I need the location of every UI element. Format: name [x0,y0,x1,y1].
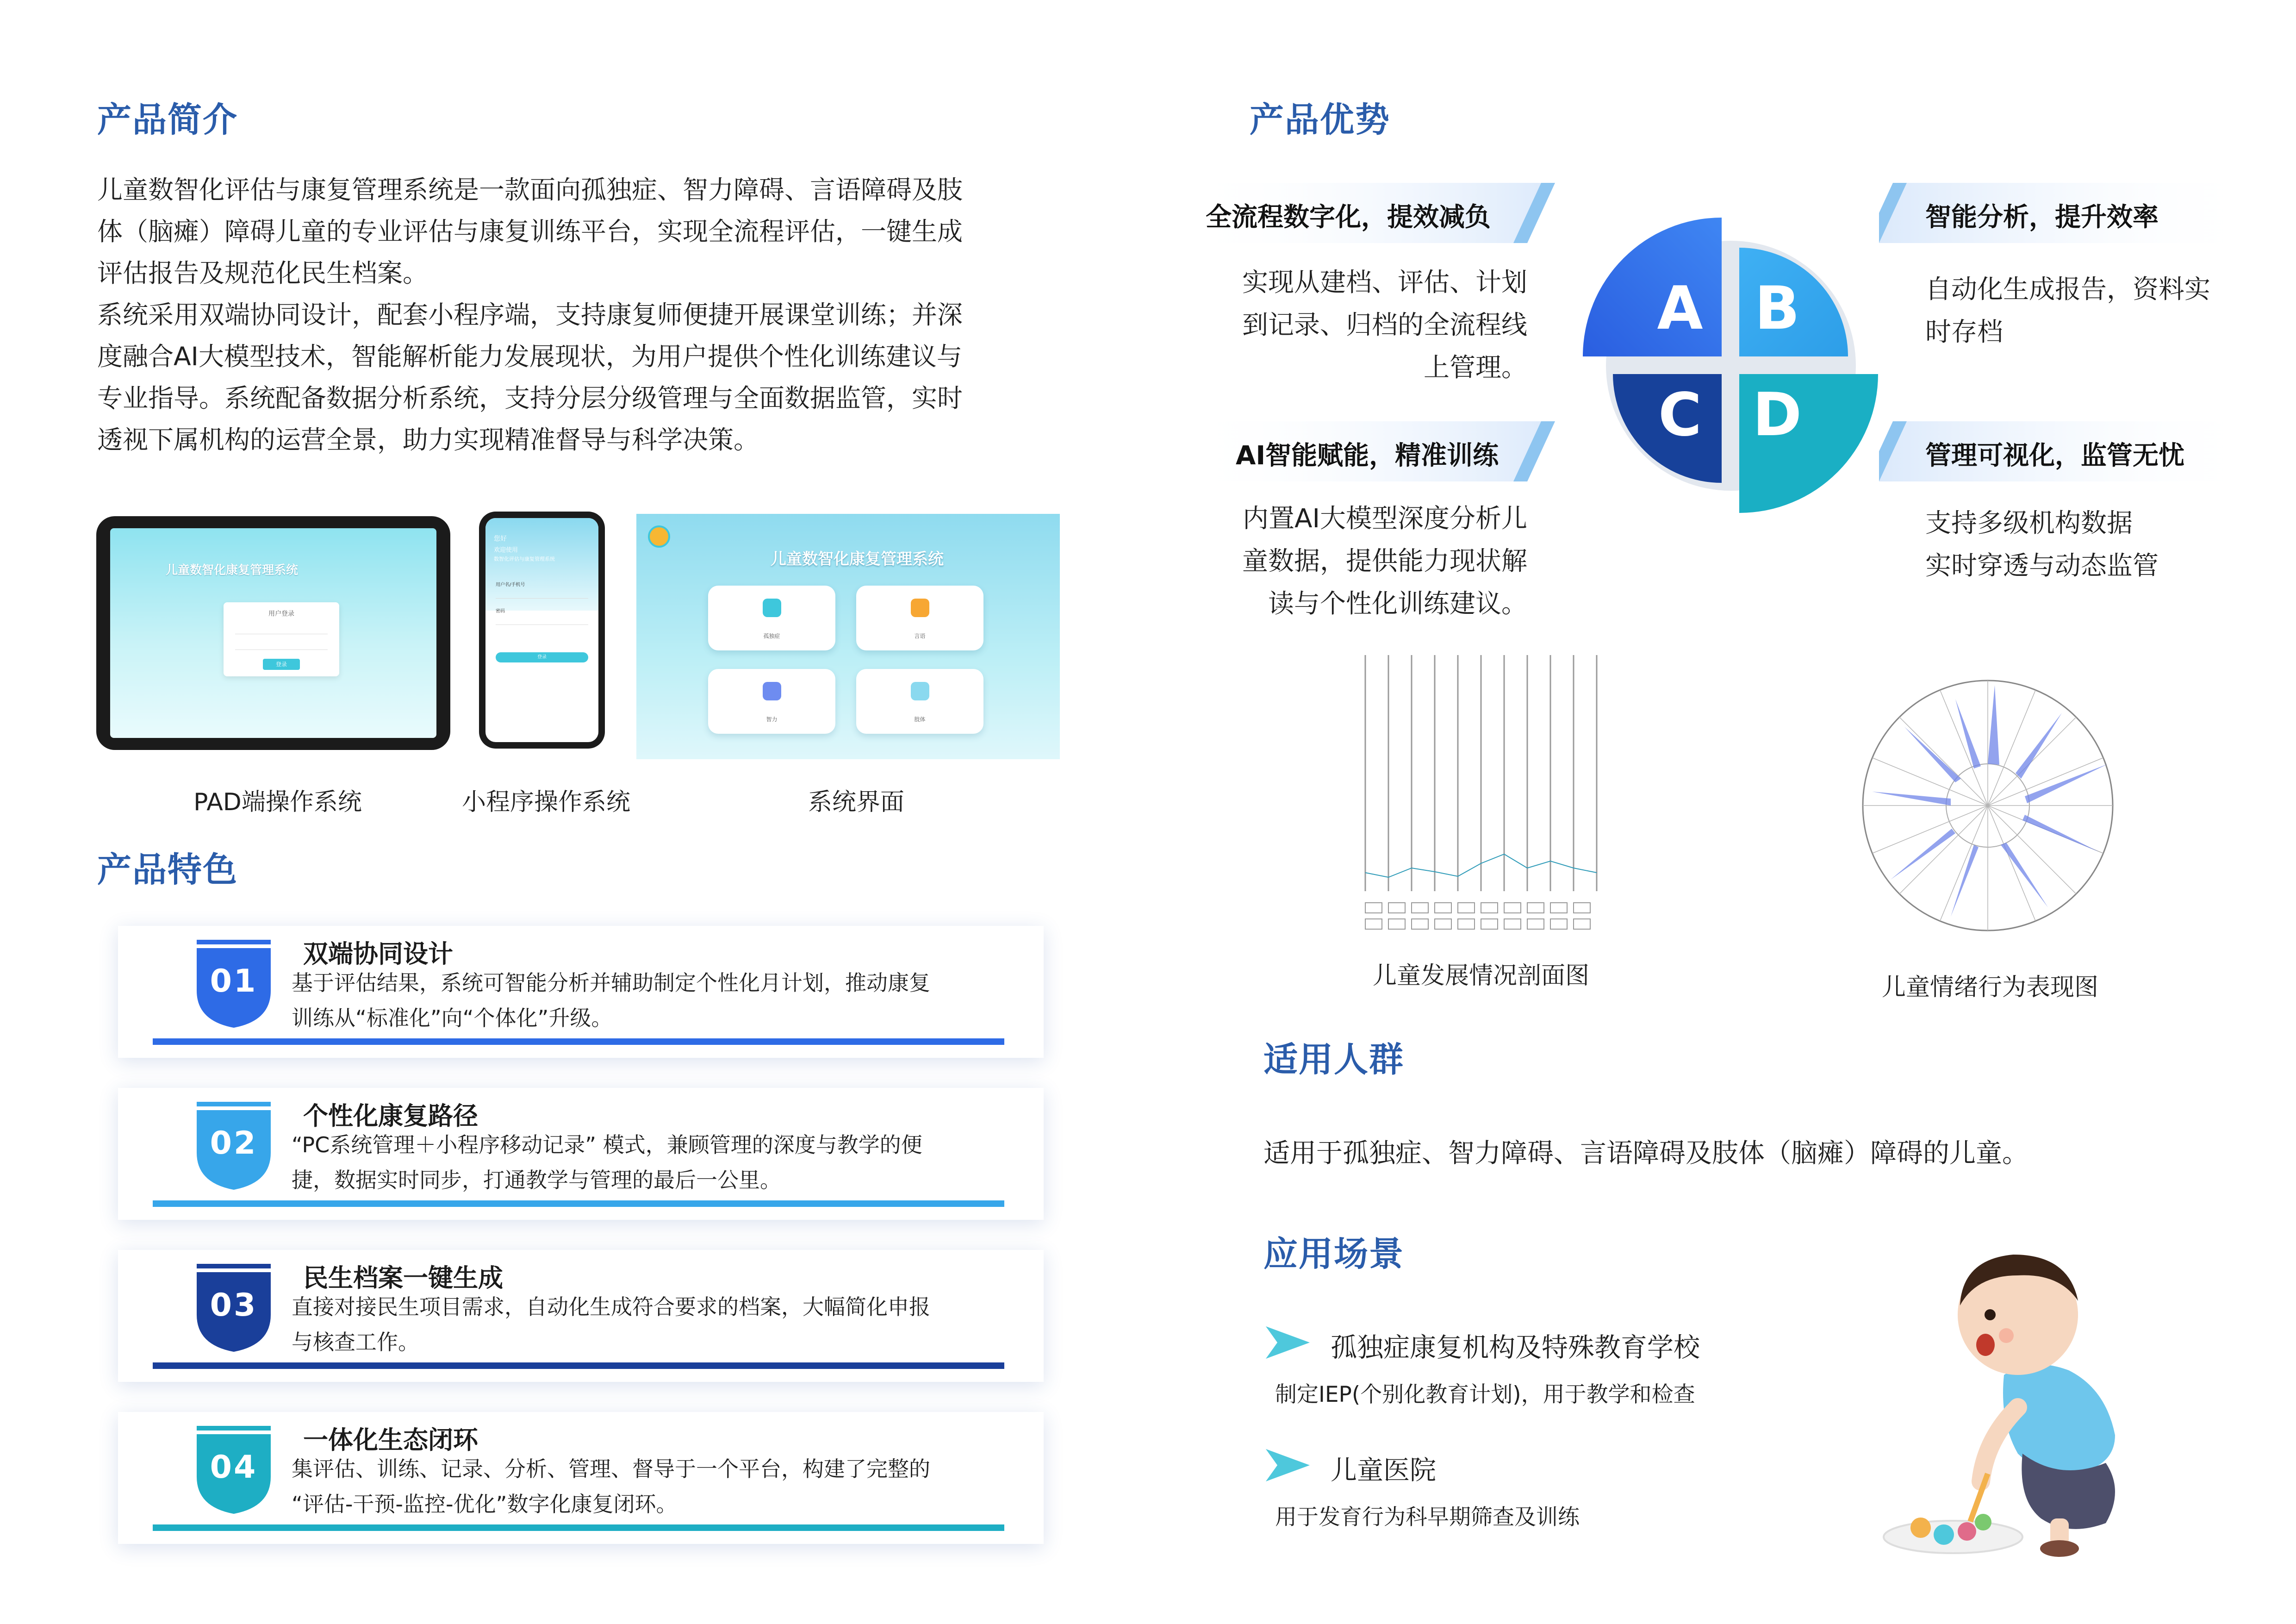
chart-caption: 儿童发展情况剖面图 [1372,962,1589,990]
feature-text: 集评估、训练、记录、分析、管理、督导于一个平台，构建了完整的 “评估-干预-监控-优化”数字化康复闭环。 [292,1456,930,1517]
pad-login-title: 用户登录 [268,610,294,618]
development-profile-chart [1351,650,1611,937]
feature-title: 双端协同设计 [303,939,453,968]
quadrant-letter: C [1658,381,1702,450]
advantage-title: 管理可视化，监管无忧 [1925,441,2184,471]
intro-line: 体（脑瘫）障碍儿童的专业评估与康复训练平台，实现全流程评估，一键生成 [97,217,963,246]
emotion-behavior-radar-chart [1840,657,2136,954]
advantage-text: 内置AI大模型深度分析儿 童数据，提供能力现状解 读与个性化训练建议。 [1242,504,1527,619]
system-tile[interactable] [856,669,983,734]
advantage-title: 全流程数字化，提效减负 [1206,202,1491,232]
mockup-caption: 小程序操作系统 [461,788,630,816]
intro-line: 系统采用双端协同设计，配套小程序端，支持康复师便捷开展课堂训练；并深 [97,300,963,330]
feature-underline [153,1362,1004,1369]
arrow-icon [1266,1324,1312,1361]
pad-login-button[interactable]: 登录 [263,659,300,670]
phone-greeting: 您好 [494,535,507,543]
scenes-title: 应用场景 [1263,1234,1404,1274]
chart-caption: 儿童情绪行为表现图 [1881,974,2098,1001]
features-title: 产品特色 [97,850,238,890]
advantages-title: 产品优势 [1250,100,1390,140]
feature-underline [153,1524,1004,1531]
feature-text: 直接对接民生项目需求，自动化生成符合要求的档案，大幅简化申报 与核查工作。 [292,1294,930,1355]
feature-title: 个性化康复路径 [303,1101,478,1131]
advantage-title: AI智能赋能，精准训练 [1236,441,1499,471]
intro-line: 评估报告及规范化民生档案。 [97,258,429,288]
child-painting-illustration [1865,1222,2189,1565]
tile-icon [763,682,781,700]
feature-number: 04 [210,1449,258,1486]
feature-text: 基于评估结果，系统可智能分析并辅助制定个性化月计划，推动康复 训练从“标准化”向“个体化”升级。 [292,970,930,1031]
feature-card [118,1412,1044,1544]
feature-underline [153,1038,1004,1045]
tile-label: 肢体 [914,716,926,723]
arrow-icon [1266,1447,1312,1484]
phone-password-field[interactable] [496,616,588,625]
tile-icon [763,599,781,617]
intro-paragraph [97,169,1092,461]
scene-title: 孤独症康复机构及特殊教育学校 [1331,1332,1700,1363]
system-logo-icon [648,525,670,548]
mockup-caption: 系统界面 [808,788,904,816]
intro-line: 透视下属机构的运营全景，助力实现精准督导与科学决策。 [97,425,759,455]
tile-label: 孤独症 [763,633,780,639]
feature-underline [153,1200,1004,1207]
tile-label: 智力 [766,716,778,723]
phone-username-field[interactable] [496,590,588,599]
tile-icon [911,599,929,617]
feature-title: 民生档案一键生成 [303,1263,503,1293]
feature-number: 03 [210,1287,258,1324]
feature-number: 01 [210,963,258,999]
phone-screen [485,518,598,742]
pad-password-field[interactable] [235,640,328,650]
feature-text: “PC系统管理＋小程序移动记录” 模式，兼顾管理的深度与教学的便 捷，数据实时同步，打通教学与管理的最后一公里。 [292,1132,922,1193]
intro-line: 儿童数智化评估与康复管理系统是一款面向孤独症、智力障碍、言语障碍及肢 [97,175,963,205]
pad-login-box [224,602,339,676]
intro-line: 度融合AI大模型技术，智能解析能力发展现状，为用户提供个性化训练建议与 [97,342,962,371]
phone-field-label: 用户名/手机号 [496,582,525,587]
feature-card [118,1088,1044,1220]
scene-subtitle: 用于发育行为科早期筛查及训练 [1275,1505,1580,1530]
abcd-quadrant-diagram [1574,208,1888,523]
system-ui-mockup [636,514,1060,759]
phone-login-button[interactable]: 登录 [496,652,588,662]
feature-card [118,926,1044,1058]
audience-text: 适用于孤独症、智力障碍、言语障碍及肢体（脑瘫）障碍的儿童。 [1263,1138,2028,1168]
feature-number: 02 [210,1125,258,1162]
feature-title: 一体化生态闭环 [303,1425,478,1455]
pad-username-field[interactable] [235,625,328,634]
pad-mockup [96,516,450,750]
intro-line: 专业指导。系统配备数据分析系统，支持分层分级管理与全面数据监管，实时 [97,383,963,413]
tile-icon [911,682,929,700]
phone-app-name: 数智化评估与康复管理系统 [494,556,555,562]
audience-title: 适用人群 [1263,1040,1404,1080]
phone-welcome: 欢迎使用 [494,547,518,554]
advantage-text: 支持多级机构数据 实时穿透与动态监管 [1925,508,2159,581]
feature-card [118,1250,1044,1382]
quadrant-letter: A [1657,274,1703,343]
mockup-caption: PAD端操作系统 [193,788,362,816]
phone-field-label: 密码 [496,609,505,614]
system-tile[interactable] [856,586,983,650]
intro-title: 产品简介 [97,100,238,140]
quadrant-letter: D [1752,381,1802,450]
advantage-text: 自动化生成报告，资料实 时存档 [1925,275,2210,347]
scene-title: 儿童医院 [1331,1455,1436,1486]
system-tile[interactable] [708,669,835,734]
tile-label: 言语 [914,633,926,639]
scene-subtitle: 制定IEP(个别化教育计划)，用于教学和检查 [1275,1382,1695,1407]
pad-screen [110,528,436,738]
advantage-text: 实现从建档、评估、计划 到记录、归档的全流程线 上管理。 [1242,268,1527,383]
phone-mockup [479,512,605,749]
system-tile[interactable] [708,586,835,650]
quadrant-letter: B [1755,274,1800,343]
pad-app-title: 儿童数智化康复管理系统 [166,563,299,577]
system-app-title: 儿童数智化康复管理系统 [771,550,944,568]
advantage-title: 智能分析，提升效率 [1925,202,2159,232]
